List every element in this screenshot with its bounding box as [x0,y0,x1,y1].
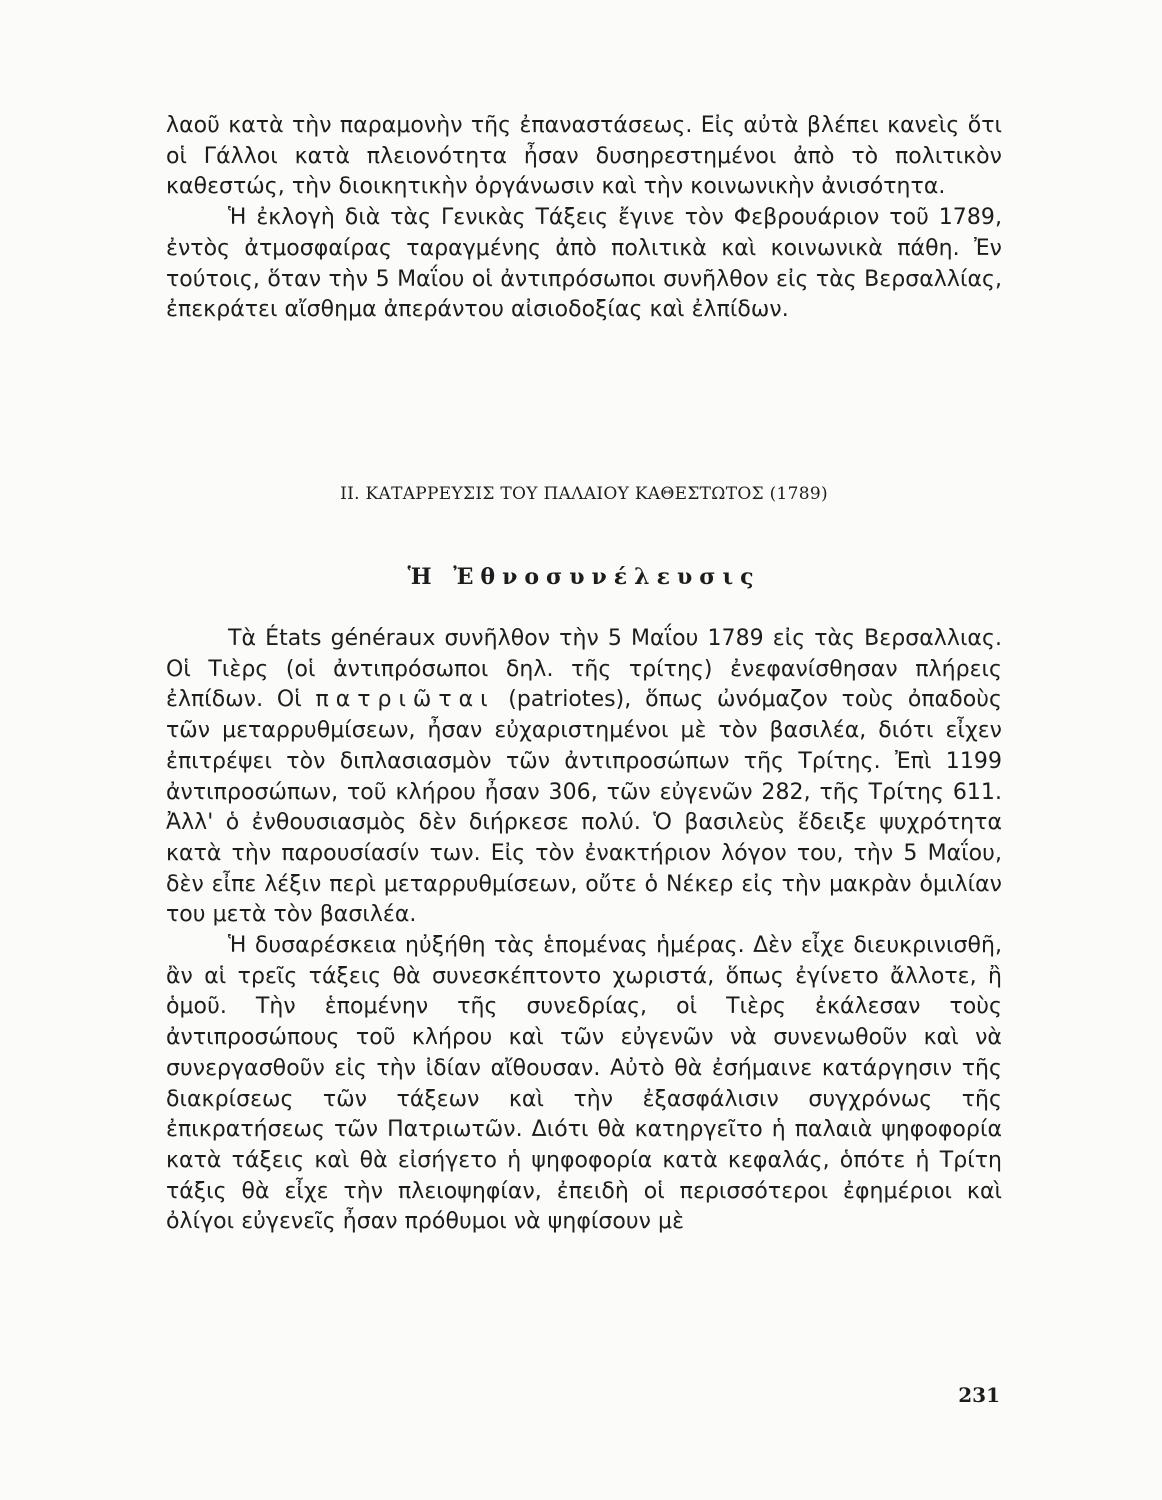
paragraph-3-after: (patriotes), ὅπως ὠνόμαζον τοὺς ὀπαδοὺς τῶν μεταρρυθμίσεων, ἦσαν εὐχαριστημένοι μὲ τὸν βασιλέα, διότι εἶχεν ἐπιτρέψει τὸν διπλασιασμὸν τῶν ἀντιπροσώπων τῆς Τρίτης. Ἐπὶ 1199 ἀντιπροσώπων, τοῦ κλήρου ἦσαν 306, τῶν εὐγενῶν 282, τῆς Τρίτης 611. Ἀλλ' ὁ ἐνθουσιασμὸς δὲν διήρκεσε πολύ. Ὁ βασιλεὺς ἔδειξε ψυχρότητα κατὰ τὴν παρουσίασίν των. Εἰς τὸν ἐνακτήριον λόγον του, τὴν 5 Μαΐου, δὲν εἶπε λέξιν περὶ μεταρρυθμίσεων, οὔτε ὁ Νέκερ εἰς τὴν μακρὰν ὁμιλίαν του μετὰ τὸν βασιλέα. [166,687,1002,928]
bottom-text-block [166,624,1002,1238]
page-number: 231 [958,1383,1000,1407]
paragraph-3-before: Τὰ États généraux συνῆλθον τὴν 5 Μαΐου 1789 εἰς τὰς Βερσαλλιας. Οἱ Τιὲρς (οἱ ἀντιπρόσωποι δηλ. τῆς τρίτης) ἐνεφανίσθησαν πλήρεις ἐλπίδων. Οἱ [166,626,1002,713]
paragraph-1: λαοῦ κατὰ τὴν παραμονὴν τῆς ἐπαναστάσεως. Εἰς αὐτὰ βλέπει κανεὶς ὅτι οἱ Γάλλοι κατὰ πλειονότητα ἦσαν δυσηρεστημένοι ἀπὸ τὸ πολιτικὸν καθεστώς, τὴν διοικητικὴν ὀργάνωσιν καὶ τὴν κοινωνικὴν ἀνισότητα. [166,113,1002,200]
paragraph-4: Ἡ δυσαρέσκεια ηὐξήθη τὰς ἑπομένας ἡμέρας. Δὲν εἶχε διευκρινισθῆ, ἂν αἱ τρεῖς τάξεις θὰ συνεσκέπτοντο χωριστά, ὅπως ἐγίνετο ἄλλοτε, ἢ ὁμοῦ. Τὴν ἑπομένην τῆς συνεδρίας, οἱ Τιὲρς ἐκάλεσαν τοὺς ἀντιπροσώπους τοῦ κλήρου καὶ τῶν εὐγενῶν νὰ συνενωθοῦν καὶ νὰ συνεργασθοῦν εἰς τὴν ἰδίαν αἴθουσαν. Αὐτὸ θὰ ἐσήμαινε κατάργησιν τῆς διακρίσεως τῶν τάξεων καὶ τὴν ἐξασφάλισιν συγχρόνως τῆς ἐπικρατήσεως τῶν Πατριωτῶν. Διότι θὰ κατηργεῖτο ἡ παλαιὰ ψηφοφορία κατὰ τάξεις καὶ θὰ εἰσήγετο ἡ ψηφοφορία κατὰ κεφαλάς, ὁπότε ἡ Τρίτη τάξις θὰ εἶχε τὴν πλειοψηφίαν, ἐπειδὴ οἱ περισσότεροι ἐφημέριοι καὶ ὀλίγοι εὐγενεῖς ἦσαν πρόθυμοι νὰ ψηφίσουν μὲ [166,933,1002,1235]
subheading: Ἡ Ἐθνοσυνέλευσις [407,564,761,590]
paragraph-3 [166,624,1002,931]
paragraph-3-spaced-word: πατριῶται [315,687,495,713]
paragraph-2: Ἡ ἐκλογὴ διὰ τὰς Γενικὰς Τάξεις ἔγινε τὸν Φεβρουάριον τοῦ 1789, ἐντὸς ἀτμοσφαίρας ταραγμένης ἀπὸ πολιτικὰ καὶ κοινωνικὰ πάθη. Ἐν τούτοις, ὅταν τὴν 5 Μαΐου οἱ ἀντιπρόσωποι συνῆλθον εἰς τὰς Βερσαλλίας, ἐπεκράτει αἴσθημα ἀπεράντου αἰσιοδοξίας καὶ ἐλπίδων. [166,205,1002,323]
section-heading: II. ΚΑΤΑΡΡΕΥΣΙΣ ΤΟΥ ΠΑΛΑΙΟΥ ΚΑΘΕΣΤΩΤΟΣ (1789) [340,484,828,504]
top-text-block [166,111,1002,326]
